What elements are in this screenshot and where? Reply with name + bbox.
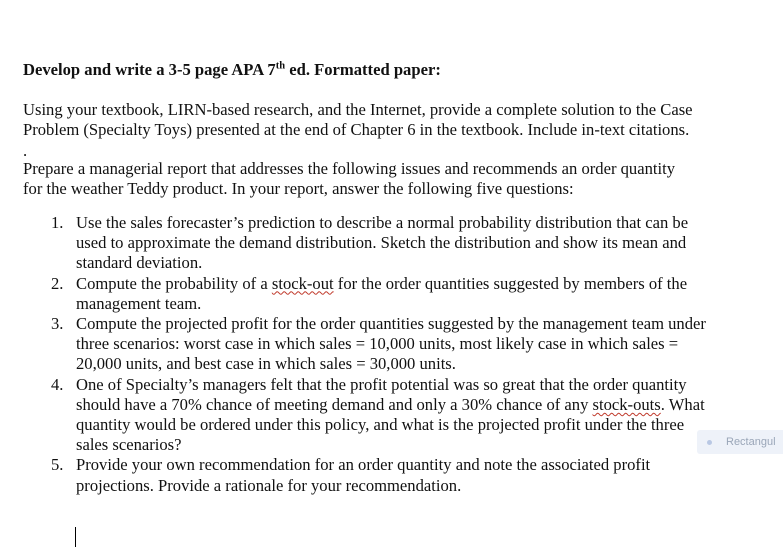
list-item-text: Compute the probability of a <box>76 273 272 293</box>
list-item-text-end: for the order quantities suggested by members of the management team. <box>76 273 688 313</box>
list-item-text: Compute the projected profit for the order quantities suggested by the management team under three scenarios: worst case in which sales = 10,000 units, most likely case in which sales = 20,000 units, and best case in which sales = 30,000 units. <box>76 314 706 374</box>
list-number: 2. <box>51 273 64 293</box>
prepare-paragraph: Prepare a managerial report that addresses the following issues and recommends an order quantity for the weather Teddy product. In your report, answer the following five questions: <box>23 158 676 198</box>
text-cursor <box>75 527 76 547</box>
list-number: 1. <box>51 213 64 233</box>
list-item <box>23 455 711 495</box>
list-item <box>23 375 711 456</box>
list-number: 5. <box>51 455 64 475</box>
intro-paragraph: Using your textbook, LIRN-based research, and the Internet, provide a complete solution to the Case Problem (Specialty Toys) presented at the end of Chapter 6 in the textbook. Include in-text citations. <box>23 100 693 140</box>
heading-text: Develop and write a 3-5 page APA 7 <box>23 60 276 79</box>
assignment-heading <box>23 60 723 80</box>
list-number: 3. <box>51 314 64 334</box>
heading-superscript: th <box>275 60 286 72</box>
dot-icon <box>707 440 712 445</box>
list-item-text: One of Specialty’s managers felt that the profit potential was so great that the order quantity should have a 70% chance of meeting demand and only a 30% chance of any <box>76 374 687 414</box>
list-item <box>23 213 711 274</box>
spellcheck-flagged-word[interactable]: stock-out <box>271 273 334 293</box>
list-item <box>23 314 711 375</box>
heading-text-end: ed. Formatted paper: <box>285 60 441 79</box>
list-item <box>23 274 711 314</box>
list-item-text: Use the sales forecaster’s prediction to describe a normal probability distribution that can be used to approximate the demand distribution. Sketch the distribution and show its mean and standard deviation. <box>76 213 689 273</box>
questions-list <box>23 213 723 496</box>
list-number: 4. <box>51 374 64 394</box>
selection-pane-item-label: Rectangul <box>726 436 776 448</box>
list-item-text: Provide your own recommendation for an order quantity and note the associated profit projections. Provide a rationale for your recommendation. <box>76 455 651 495</box>
selection-pane-item[interactable] <box>697 430 783 454</box>
list-item-text-end: . What quantity would be ordered under this policy, and what is the projected profit under the three sales scenarios? <box>76 394 705 455</box>
separator-dot: . <box>23 140 28 160</box>
spellcheck-flagged-word[interactable]: stock-outs <box>592 394 661 414</box>
document-page[interactable] <box>23 60 723 496</box>
